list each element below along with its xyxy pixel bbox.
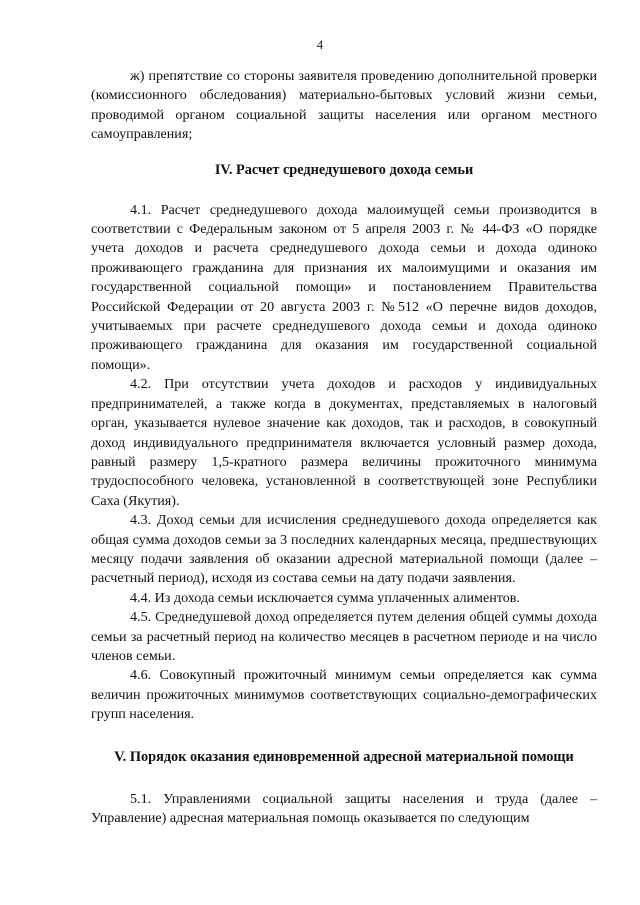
paragraph-4-1: 4.1. Расчет среднедушевого дохода малоимущей семьи производится в соответствии с Федеральным законом от 5 апреля 2003 г. № 44-ФЗ «О порядке учета доходов и расчета среднедушевого дохода семьи и дохода одиноко проживающего гражданина для признания их малоимущими и оказания им государственной социальной помощи» и постановлением Правительства Российской Федерации от 20 августа 2003 г. №512 «О перечне видов доходов, учитываемых при расчете среднедушевого дохода семьи и дохода одиноко проживающего гражданина для оказания им государственной социальной помощи». (91, 201, 597, 373)
paragraph-4-4: 4.4. Из дохода семьи исключается сумма уплаченных алиментов. (130, 589, 520, 606)
paragraph-4-6: 4.6. Совокупный прожиточный минимум семьи определяется как сумма величин прожиточных минимумов соответствующих социально-демографических групп населения. (91, 667, 597, 723)
section-heading-v: V. Порядок оказания единовременной адресной материальной помощи (114, 748, 574, 765)
paragraph-item-zh: ж) препятствие со стороны заявителя проведению дополнительной проверки (комиссионного обследования) материально-бытовых условий жизни семьи, проводимой органом социальной защиты населения или органом местного самоуправления; (91, 68, 597, 143)
page-number: 4 (316, 38, 324, 52)
document-body (91, 67, 597, 828)
section-heading-iv: IV. Расчет среднедушевого дохода семьи (214, 161, 474, 178)
paragraph-4-2: 4.2. При отсутствии учета доходов и расходов у индивидуальных предпринимателей, а также когда в документах, представляемых в налоговый орган, указывается нулевое значение как доходов, так и расходов, в совокупный доход индивидуального предпринимателя включается условный размер дохода, равный размеру 1,5-кратного размера величины прожиточного минимума трудоспособного человека, установленной в соответствующей зоне Республики Саха (Якутия). (91, 376, 597, 509)
paragraph-4-3: 4.3. Доход семьи для исчисления среднедушевого дохода определяется как общая сумма доходов семьи за 3 последних календарных месяца, предшествующих месяцу подачи заявления об оказании адресной материальной помощи (далее – расчетный период), исходя из состава семьи на дату подачи заявления. (91, 512, 597, 587)
paragraph-4-5: 4.5. Среднедушевой доход определяется путем деления общей суммы дохода семьи за расчетный период на количество месяцев в расчетном периоде и на число членов семьи. (91, 609, 597, 664)
paragraph-5-1: 5.1. Управлениями социальной защиты населения и труда (далее – Управление) адресная материальная помощь оказывается по следующим (91, 790, 597, 826)
